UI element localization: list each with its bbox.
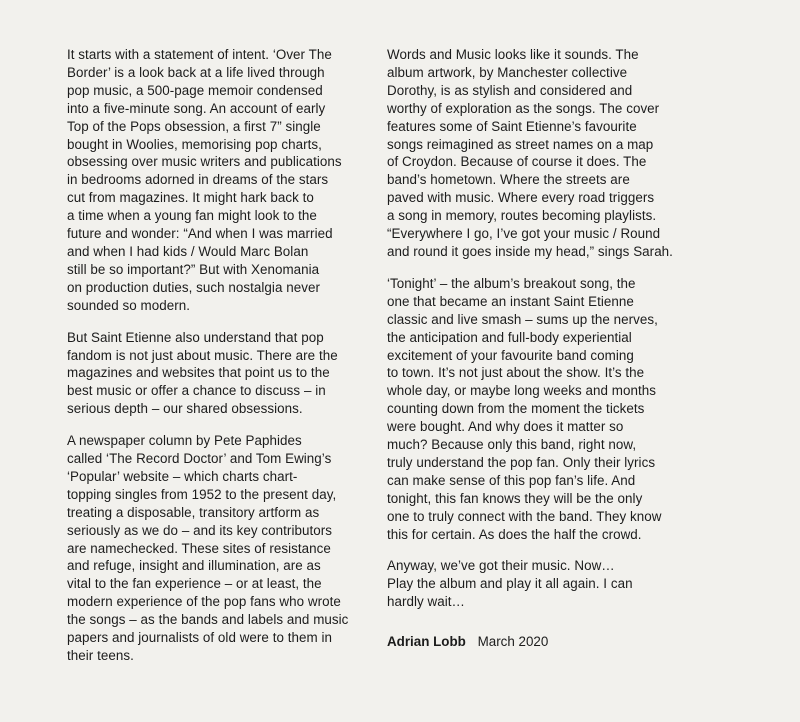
text-line: album artwork, by Manchester collective [387,64,628,80]
text-line: the songs – as the bands and labels and music [67,612,349,628]
text-line: much? Because only this band, right now, [387,437,637,453]
text-line: one to truly connect with the band. They know [387,508,662,524]
signature-date: March 2020 [477,634,549,650]
text-line: fandom is not just about music. There are the [67,347,338,363]
text-line: It starts with a statement of intent. ‘Over The [67,47,332,62]
text-line: modern experience of the pop fans who wrote [67,594,341,610]
text-line: truly understand the pop fan. Only their lyrics [387,454,656,470]
text-line: cut from magazines. It might hark back to [67,190,314,206]
text-line: and round it goes inside my head,” sings Sarah. [387,243,673,259]
paragraph [387,275,697,544]
text-line: future and wonder: “And when I was married [67,226,333,242]
text-line: called ‘The Record Doctor’ and Tom Ewing’s [67,451,332,467]
text-line: songs reimagined as street names on a map [387,136,654,152]
paragraph [387,557,697,611]
text-line: paved with music. Where every road triggers [387,190,655,206]
text-line: “Everywhere I go, I’ve got your music / Round [387,226,661,242]
text-line: obsessing over music writers and publications [67,154,342,170]
text-line: features some of Saint Etienne’s favourite [387,118,637,134]
text-line: sounded so modern. [67,297,190,313]
text-line: seriously as we do – and its key contributors [67,522,332,538]
text-line: the anticipation and full-body experiential [387,329,632,345]
text-line: topping singles from 1952 to the present day, [67,486,337,502]
text-line: and when I had kids / Would Marc Bolan [67,243,309,259]
text-line: this for certain. As does the half the crowd. [387,526,642,542]
text-line: still be so important?” But with Xenomania [67,261,320,277]
text-line: classic and live smash – sums up the nerves, [387,311,658,327]
right-column-paragraphs [387,46,697,611]
text-line: But Saint Etienne also understand that pop [67,329,324,345]
paragraph [67,46,367,315]
text-line: and refuge, insight and illumination, are as [67,558,321,574]
text-line: of Croydon. Because of course it does. The [387,154,647,170]
text-line: Words and Music looks like it sounds. The [387,47,639,62]
text-line: hardly wait… [387,594,465,610]
text-line: whole day, or maybe long weeks and months [387,383,657,399]
paragraph [67,329,367,419]
text-line: a song in memory, routes becoming playlists. [387,208,657,224]
text-line: their teens. [67,648,134,663]
text-line: Play the album and play it all again. I can [387,576,633,592]
text-line: papers and journalists of old were to them in [67,630,333,646]
text-line: treating a disposable, transitory artform as [67,504,320,520]
text-line: on production duties, such nostalgia never [67,279,320,295]
text-line: best music or offer a chance to discuss – in [67,383,326,399]
text-line: Dorothy, is as stylish and considered and [387,82,633,98]
right-column [387,46,697,651]
text-line: ‘Popular’ website – which charts chart- [67,468,298,484]
text-line: in bedrooms adorned in dreams of the stars [67,172,329,188]
text-line: one that became an instant Saint Etienne [387,293,634,309]
text-line: counting down from the moment the tickets [387,401,645,417]
text-line: serious depth – our shared obsessions. [67,401,303,417]
text-line: tonight, this fan knows they will be the only [387,490,643,506]
paragraph [67,432,367,665]
text-line: band’s hometown. Where the streets are [387,172,630,188]
text-line: Anyway, we’ve got their music. Now… [387,558,615,574]
text-line: Top of the Pops obsession, a first 7” single [67,118,321,134]
text-line: can make sense of this pop fan’s life. And [387,472,636,488]
text-line: into a five-minute song. An account of early [67,100,326,116]
text-line: a time when a young fan might look to the [67,208,317,224]
text-line: Border’ is a look back at a life lived through [67,64,325,80]
text-line: A newspaper column by Pete Paphides [67,433,302,449]
left-column [67,46,367,679]
text-line: were bought. And why does it matter so [387,419,624,435]
text-line: excitement of your favourite band coming [387,347,634,363]
author-name: Adrian Lobb [387,634,466,650]
text-line: to town. It’s not just about the show. It’s the [387,365,645,381]
signature [387,633,697,651]
text-line: magazines and websites that point us to the [67,365,330,381]
text-line: are namechecked. These sites of resistance [67,540,331,556]
text-line: pop music, a 500-page memoir condensed [67,82,323,98]
paragraph [387,46,697,261]
text-line: vital to the fan experience – or at least, the [67,576,322,592]
text-line: worthy of exploration as the songs. The cover [387,100,660,116]
text-line: bought in Woolies, memorising pop charts, [67,136,322,152]
text-line: ‘Tonight’ – the album’s breakout song, the [387,275,636,291]
